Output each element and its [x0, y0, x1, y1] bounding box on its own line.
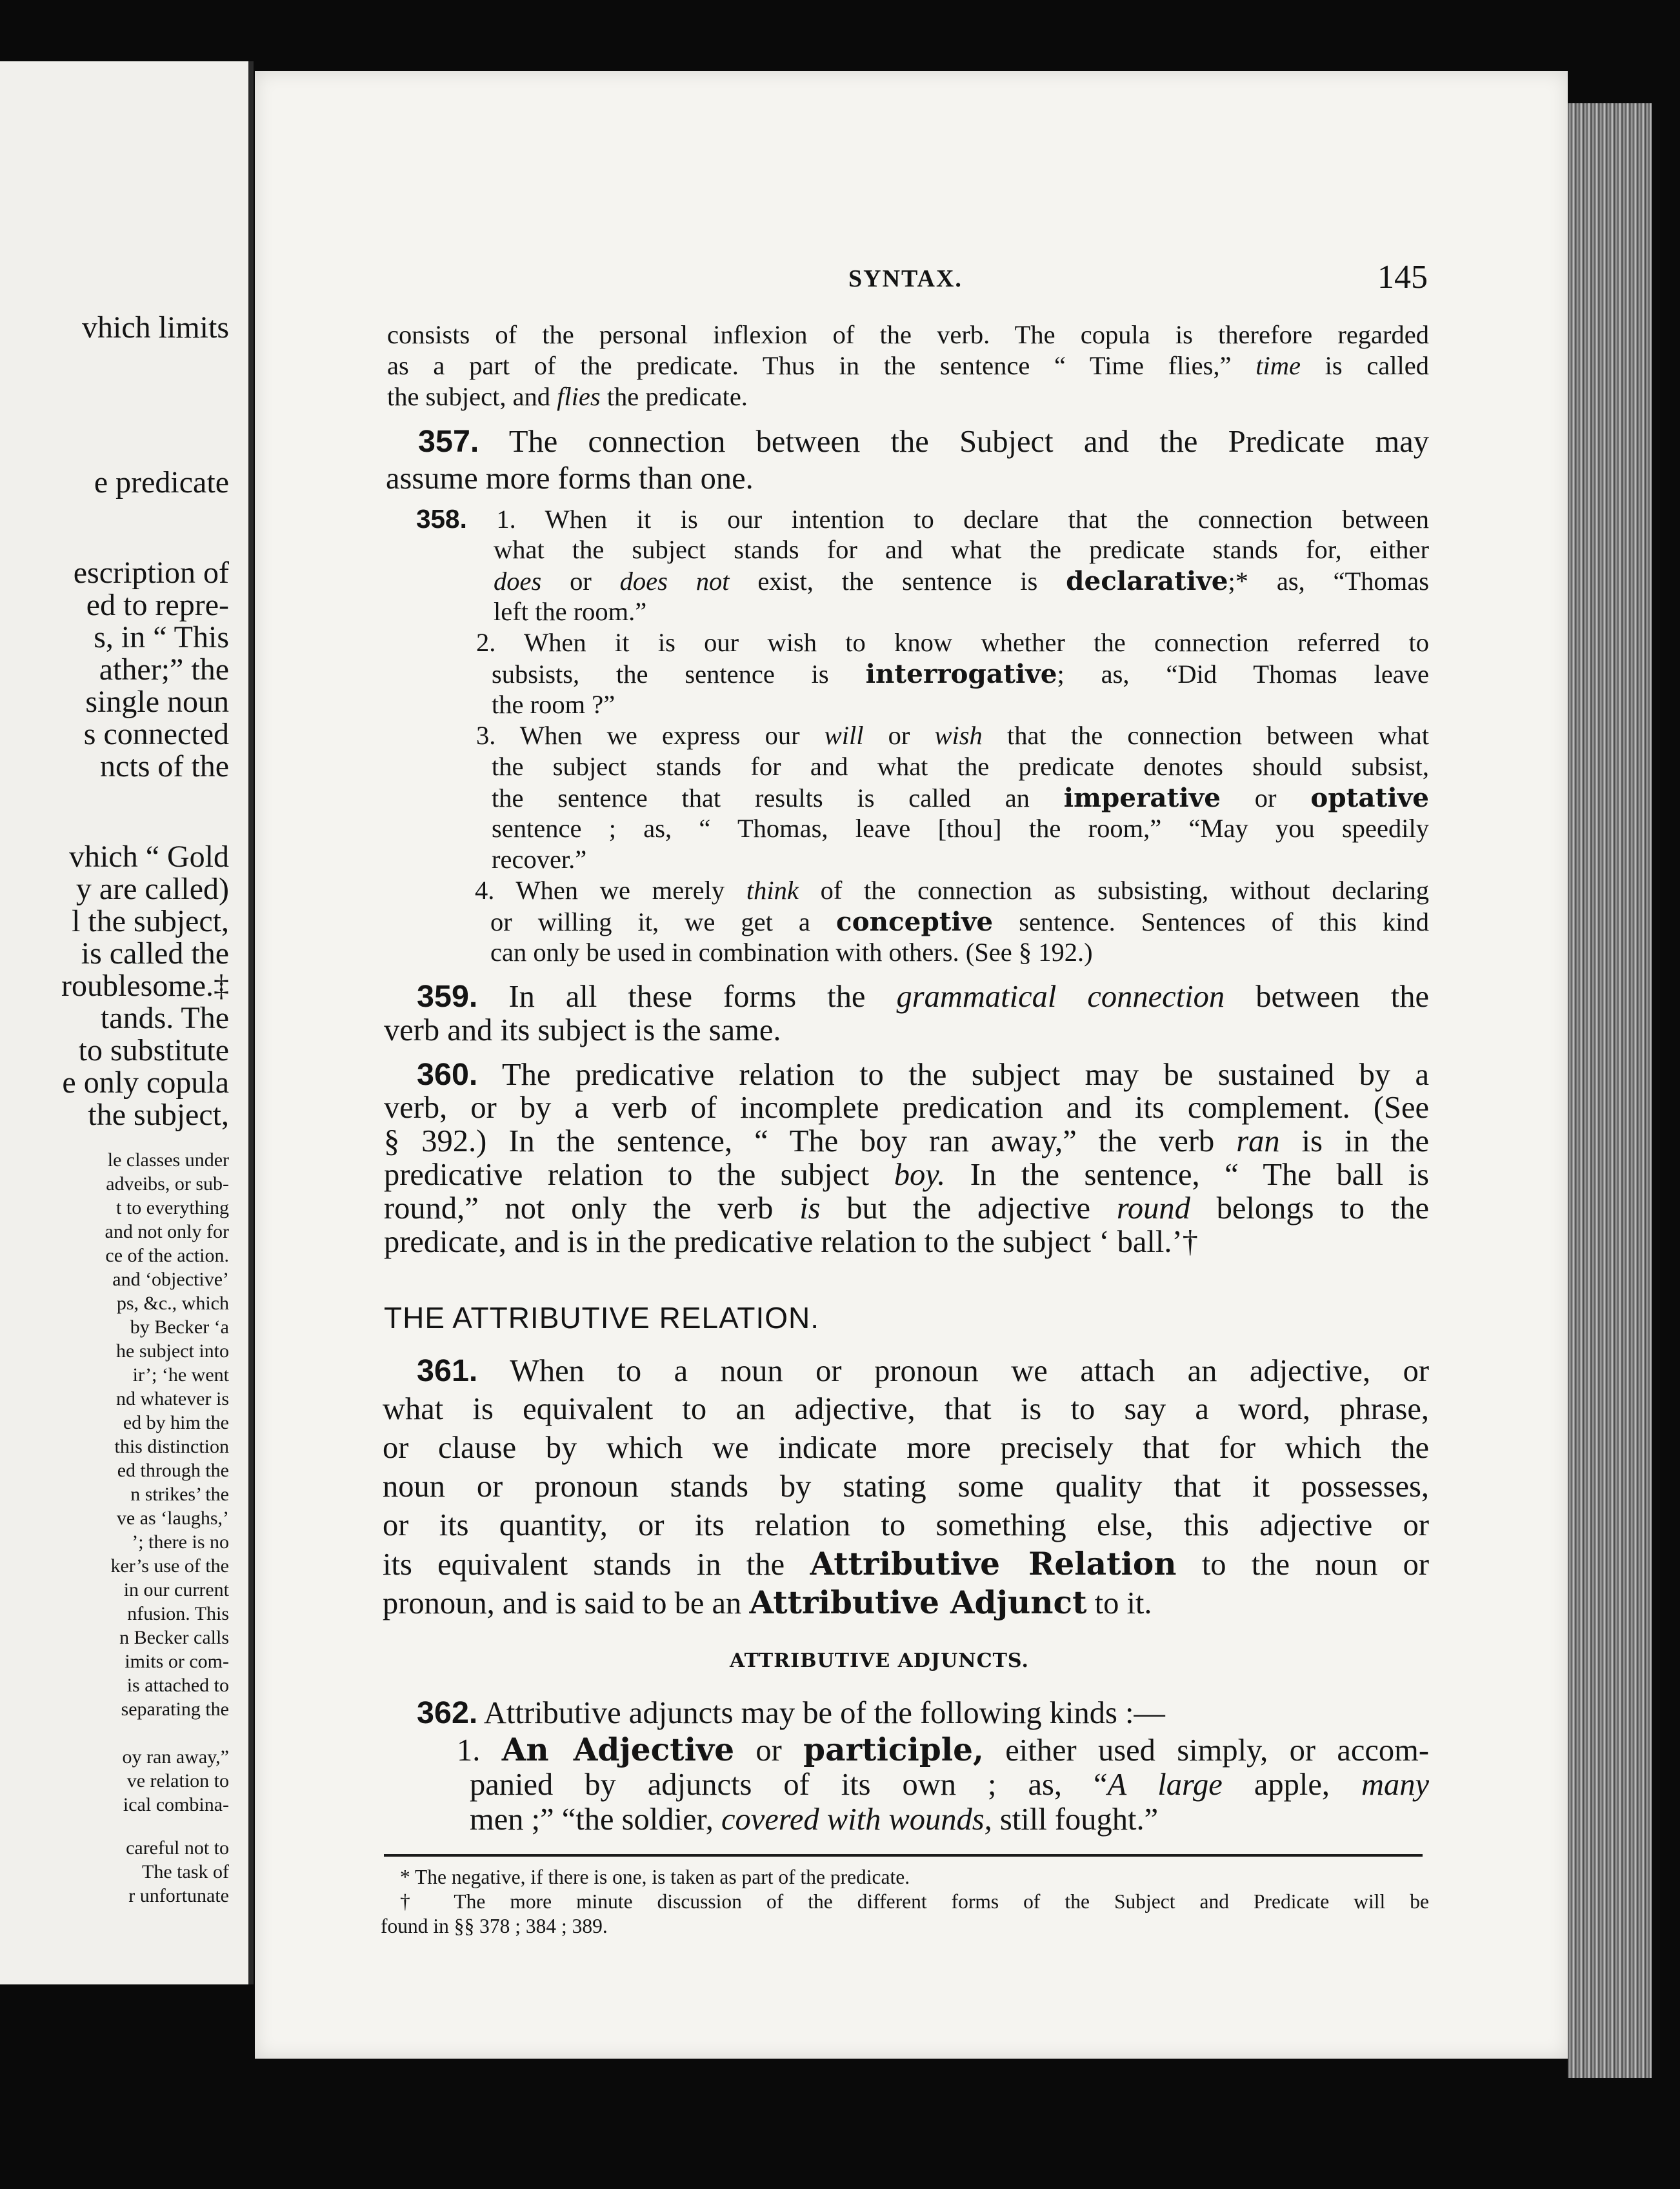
text-line: 360. The predicative relation to the subject may be sustained by a: [417, 1057, 1430, 1092]
text-line: verb, or by a verb of incomplete predication and its complement. (See: [384, 1091, 1429, 1125]
left-page-line: ed by him the: [123, 1412, 229, 1433]
left-page-line: vhich “ Gold: [69, 840, 229, 874]
left-page-line: y are called): [75, 872, 229, 906]
text-line: its equivalent stands in the Attributive Relation to the noun or: [383, 1546, 1430, 1582]
running-head: SYNTAX.: [848, 265, 963, 292]
left-page-line: n strikes’ the: [130, 1484, 229, 1505]
page-number: 145: [1377, 259, 1428, 296]
left-page-line: to substitute: [78, 1033, 229, 1067]
left-page-line: adveibs, or sub-: [106, 1173, 229, 1195]
text-line: assume more forms than one.: [386, 461, 754, 496]
text-line: left the room.”: [494, 597, 647, 626]
left-page-line: is called the: [81, 936, 229, 971]
left-page-line: ps, &c., which: [116, 1293, 229, 1314]
left-page-line: n Becker calls: [119, 1627, 229, 1648]
left-page-line: t to everything: [116, 1197, 229, 1218]
text-line: can only be used in combination with others. (See § 192.): [490, 938, 1093, 967]
left-page-line: vhich limits: [82, 310, 229, 345]
text-line: 1. An Adjective or participle, either used simply, or accom-: [457, 1731, 1430, 1768]
text-line: 361. When to a noun or pronoun we attach an adjective, or: [417, 1353, 1430, 1388]
left-page-line: tands. The: [100, 1001, 229, 1035]
text-line: the subject, and flies the predicate.: [387, 382, 748, 411]
text-line: sentence ; as, “ Thomas, leave [thou] the room,” “May you speedily: [492, 814, 1429, 843]
left-facing-page: [0, 61, 254, 1984]
left-page-line: and ‘objective’: [112, 1269, 229, 1290]
left-page-line: ve as ‘laughs,’: [116, 1508, 229, 1529]
left-page-line: careful not to: [126, 1837, 229, 1859]
footnote: found in §§ 378 ; 384 ; 389.: [381, 1915, 608, 1937]
text-line: predicate, and is in the predicative relation to the subject ‘ ball.’†: [384, 1225, 1198, 1259]
text-line: noun or pronoun stands by stating some quality that it possesses,: [383, 1469, 1429, 1504]
text-line: 3. When we express our will or wish that the connection between what: [476, 721, 1430, 750]
left-page-line: nfusion. This: [127, 1603, 229, 1624]
left-page-line: ce of the action.: [105, 1245, 229, 1266]
section-number: 361.: [417, 1353, 478, 1388]
section-number: 362.: [417, 1695, 478, 1730]
left-page-line: ather;” the: [99, 652, 229, 687]
left-page-line: is attached to: [126, 1675, 229, 1696]
footnote: * The negative, if there is one, is taken as part of the predicate.: [400, 1866, 910, 1888]
left-page-line: ’; there is no: [132, 1531, 229, 1553]
text-line: 359. In all these forms the grammatical connection between the: [417, 979, 1430, 1014]
text-line: 2. When it is our wish to know whether the connection referred to: [476, 628, 1429, 657]
section-number: 357.: [418, 424, 479, 459]
text-line: subsists, the sentence is interrogative; as, “Did Thomas leave: [492, 658, 1429, 689]
section-number: 360.: [417, 1057, 478, 1092]
text-line: or its quantity, or its relation to something else, this adjective or: [383, 1508, 1429, 1542]
text-line: 358. 1. When it is our intention to declare that the connection between: [416, 504, 1429, 534]
left-page-line: The task of: [142, 1861, 229, 1882]
left-page-line: oy ran away,”: [122, 1746, 229, 1768]
text-line: 362. Attributive adjuncts may be of the following kinds :—: [417, 1695, 1165, 1730]
page-edge: [1568, 103, 1652, 2078]
left-page-line: s connected: [83, 717, 229, 751]
left-page-line: ed to repre-: [86, 588, 229, 622]
left-page-line: r unfortunate: [128, 1885, 229, 1906]
left-page-line: le classes under: [107, 1149, 229, 1171]
text-line: 4. When we merely think of the connection as subsisting, without declaring: [475, 876, 1430, 905]
left-page-line: single noun: [85, 685, 229, 719]
left-page-line: imits or com-: [125, 1651, 229, 1672]
left-page-line: nd whatever is: [116, 1388, 229, 1409]
sub-heading: ATTRIBUTIVE ADJUNCTS.: [730, 1649, 1029, 1672]
left-page-line: ed through the: [117, 1460, 229, 1481]
left-page-line: he subject into: [116, 1340, 229, 1362]
text-line: as a part of the predicate. Thus in the sentence “ Time flies,” time is called: [387, 351, 1430, 380]
text-line: the sentence that results is called an imperative or optative: [492, 782, 1430, 813]
text-line: what is equivalent to an adjective, that is to say a word, phrase,: [383, 1392, 1429, 1426]
left-page-line: l the subject,: [72, 904, 229, 938]
text-line: or clause by which we indicate more precisely that for which the: [383, 1431, 1429, 1465]
section-number: 359.: [417, 979, 478, 1014]
left-page-line: by Becker ‘a: [130, 1316, 229, 1338]
text-line: recover.”: [492, 845, 587, 874]
left-page-line: ncts of the: [100, 749, 229, 783]
left-page-line: ker’s use of the: [110, 1555, 229, 1577]
left-page-line: and not only for: [105, 1221, 229, 1242]
left-page-line: separating the: [121, 1699, 229, 1720]
left-page-line: ve relation to: [126, 1770, 229, 1791]
text-line: does or does not exist, the sentence is declarative;* as, “Thomas: [494, 565, 1429, 596]
section-number: 358.: [416, 504, 467, 534]
footnote: † The more minute discussion of the different forms of the Subject and Predicate will be: [400, 1890, 1429, 1913]
text-line: the room ?”: [492, 690, 615, 719]
left-page-line: ir’; ‘he went: [132, 1364, 229, 1386]
text-line: the subject stands for and what the predicate denotes should subsist,: [492, 752, 1429, 781]
text-line: consists of the personal inflexion of the verb. The copula is therefore regarded: [387, 320, 1429, 349]
text-line: panied by adjuncts of its own ; as, “A large apple, many: [470, 1768, 1430, 1802]
page-header: [255, 258, 1568, 303]
left-page-line: the subject,: [88, 1098, 229, 1132]
text-line: what the subject stands for and what the predicate stands for, either: [494, 535, 1429, 564]
section-heading: THE ATTRIBUTIVE RELATION.: [384, 1301, 820, 1335]
text-line: men ;” “the soldier, covered with wounds, still fought.”: [470, 1802, 1159, 1837]
text-line: round,” not only the verb is but the adjective round belongs to the: [384, 1191, 1429, 1226]
text-line: predicative relation to the subject boy. In the sentence, “ The ball is: [384, 1158, 1429, 1192]
left-page-line: roublesome.‡: [61, 969, 229, 1003]
footnote-rule: [384, 1854, 1423, 1857]
left-page-line: escription of: [73, 556, 229, 590]
text-line: pronoun, and is said to be an Attributive Adjunct to it.: [383, 1584, 1152, 1621]
left-page-line: s, in “ This: [94, 620, 229, 654]
left-page-line: e only copula: [62, 1065, 229, 1100]
left-page-line: e predicate: [94, 465, 229, 499]
text-line: 357. The connection between the Subject and the Predicate may: [418, 424, 1430, 459]
left-page-line: ical combina-: [123, 1794, 229, 1815]
text-line: § 392.) In the sentence, “ The boy ran away,” the verb ran is in the: [384, 1124, 1430, 1158]
left-page-line: this distinction: [114, 1436, 229, 1457]
left-page-line: in our current: [123, 1579, 229, 1600]
text-line: verb and its subject is the same.: [384, 1013, 781, 1047]
text-line: or willing it, we get a conceptive sentence. Sentences of this kind: [490, 906, 1429, 937]
